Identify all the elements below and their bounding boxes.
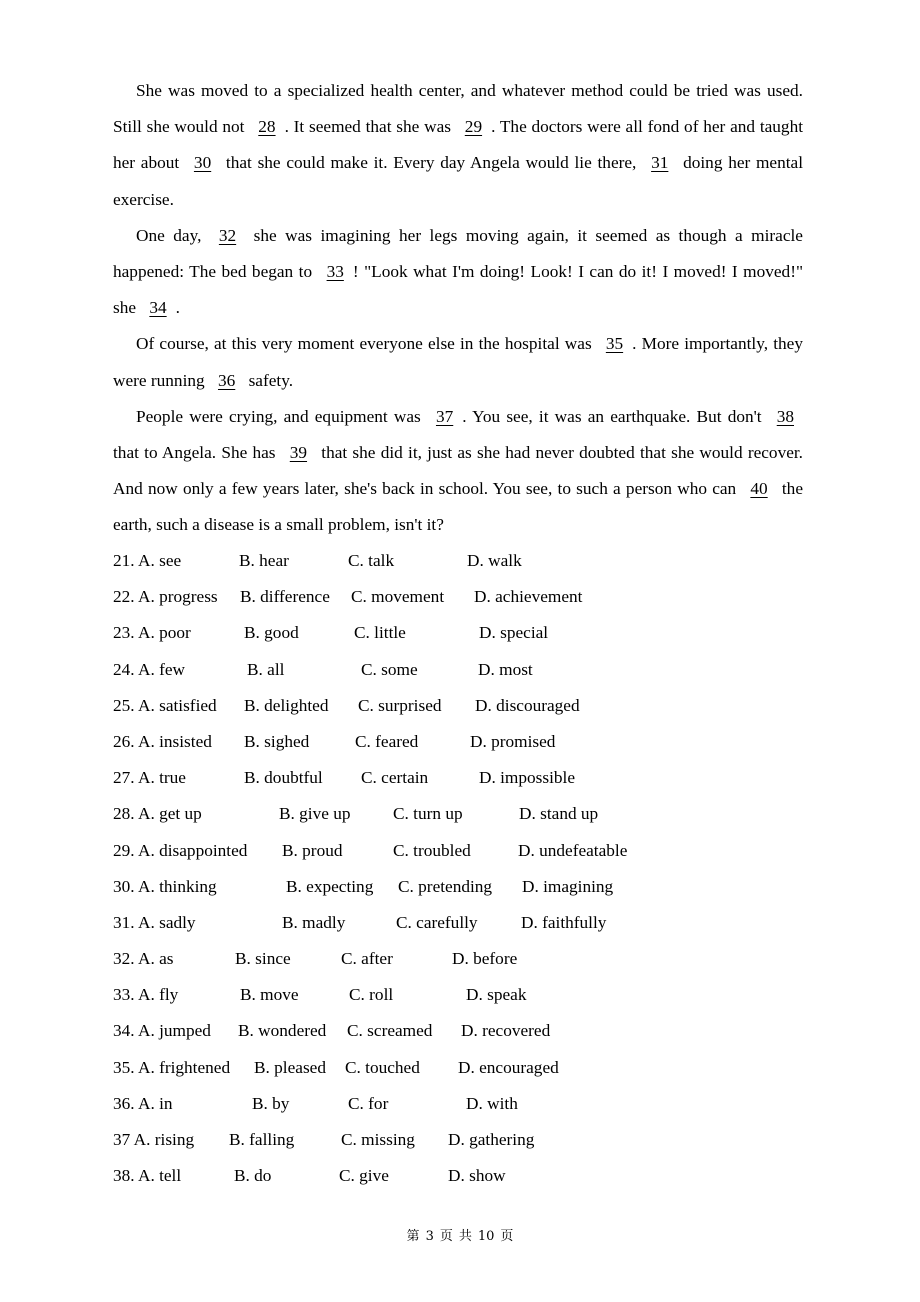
option-b: B. pleased (254, 1057, 326, 1077)
blank-32: 32 (218, 225, 237, 245)
option-b: B. difference (240, 587, 330, 607)
question-row (113, 1086, 803, 1122)
option-a: 28. A. get up (113, 804, 202, 824)
question-list (113, 543, 803, 1194)
text-span: . It seemed that she was (284, 117, 456, 137)
option-b: B. proud (282, 840, 343, 860)
blank-40: 40 (750, 479, 768, 499)
option-a: 23. A. poor (113, 623, 191, 643)
question-row (113, 760, 803, 796)
option-a: 27. A. true (113, 768, 186, 788)
text-span: People were crying, and equipment was (136, 406, 427, 426)
blank-33: 33 (326, 262, 344, 282)
blank-36: 36 (217, 370, 236, 390)
text-span: ! "Look what I'm doing! Look! I can do it! I moved! I moved!" she (113, 262, 803, 318)
text-span: she was imagining her legs moving again, it seemed as though a miracle happened: The bed began to (113, 225, 803, 282)
option-b: B. sighed (244, 731, 310, 751)
question-row (113, 724, 803, 760)
text-span: that she could make it. Every day Angela would lie there, (220, 153, 643, 173)
option-b: B. give up (279, 804, 351, 824)
text-span: that to Angela. She has (113, 443, 281, 463)
option-b: B. expecting (286, 876, 374, 896)
paragraph-3 (113, 326, 803, 398)
option-c: C. after (341, 949, 393, 969)
option-b: B. wondered (238, 1021, 327, 1041)
option-b: B. move (240, 985, 299, 1005)
text-span: . You see, it was an earthquake. But don't (462, 406, 768, 426)
option-a: 21. A. see (113, 551, 182, 570)
option-a: 38. A. tell (113, 1166, 182, 1186)
option-d: D. discouraged (475, 695, 580, 715)
option-d: D. faithfully (521, 912, 607, 932)
option-d: D. most (478, 659, 533, 679)
option-c: C. carefully (396, 912, 478, 932)
text-span: She was moved to a specialized health center, and whatever method could be tried was used. Still she would not (113, 81, 803, 137)
question-row (113, 869, 803, 905)
passage (113, 73, 803, 544)
option-d: D. impossible (479, 768, 576, 788)
option-a: 22. A. progress (113, 587, 218, 607)
option-c: C. some (361, 659, 418, 679)
text-span: . The doctors were all fond of her and taught her about (113, 117, 804, 173)
option-b: B. madly (282, 912, 346, 932)
option-b: B. hear (239, 551, 289, 570)
paragraph-1 (113, 73, 803, 218)
blank-34: 34 (149, 298, 167, 318)
option-d: D. walk (467, 551, 522, 570)
text-span: the earth, such a disease is a small problem, isn't it? (113, 479, 803, 535)
option-b: B. do (234, 1166, 272, 1186)
option-c: C. missing (341, 1130, 415, 1149)
option-a: 29. A. disappointed (113, 840, 248, 860)
blank-38: 38 (776, 406, 794, 426)
footer-di: 第 (406, 1229, 420, 1244)
question-row (113, 543, 803, 579)
option-b: B. since (235, 949, 291, 969)
option-c: C. touched (345, 1057, 420, 1077)
paragraph-4 (113, 399, 803, 544)
text-span: Of course, at this very moment everyone else in the hospital was (136, 334, 597, 354)
option-d: D. before (452, 949, 518, 969)
option-c: C. talk (348, 551, 395, 570)
question-row (113, 905, 803, 941)
option-c: C. for (348, 1093, 389, 1113)
option-a: 35. A. frightened (113, 1057, 231, 1077)
page-number: 3 (425, 1229, 434, 1244)
option-c: C. little (354, 623, 406, 643)
question-row (113, 1013, 803, 1049)
option-a: 34. A. jumped (113, 1021, 211, 1041)
option-b: B. falling (229, 1130, 295, 1149)
blank-29: 29 (464, 117, 483, 137)
option-c: C. feared (355, 731, 419, 751)
text-span: doing her mental exercise. (113, 153, 804, 209)
option-c: C. troubled (393, 840, 471, 860)
question-row (113, 615, 803, 651)
option-a: 24. A. few (113, 659, 185, 679)
option-d: D. gathering (448, 1130, 535, 1149)
blank-31: 31 (651, 153, 669, 173)
question-row (113, 977, 803, 1013)
option-d: D. recovered (461, 1021, 551, 1041)
blank-28: 28 (258, 117, 276, 137)
option-d: D. show (448, 1166, 506, 1186)
paragraph-2 (113, 218, 803, 327)
text-span: . More importantly, they were running (113, 334, 803, 390)
footer-ye: 页 (439, 1229, 453, 1244)
text-span: safety. (244, 370, 294, 390)
option-d: D. with (466, 1093, 518, 1113)
option-c: C. certain (361, 768, 429, 788)
option-d: D. stand up (519, 804, 599, 824)
question-row (113, 579, 803, 615)
blank-35: 35 (605, 334, 624, 354)
option-d: D. encouraged (458, 1057, 559, 1077)
option-d: D. imagining (522, 876, 614, 896)
page-footer (0, 1227, 920, 1247)
question-row (113, 688, 803, 724)
option-b: B. doubtful (244, 768, 323, 788)
blank-39: 39 (289, 443, 308, 463)
option-d: D. promised (470, 731, 556, 751)
question-row (113, 652, 803, 688)
question-row (113, 1122, 803, 1158)
option-c: C. give (339, 1166, 389, 1186)
option-d: D. special (479, 623, 549, 643)
question-row (113, 833, 803, 869)
option-a: 33. A. fly (113, 985, 179, 1005)
blank-30: 30 (193, 153, 212, 173)
total-pages: 10 (477, 1229, 495, 1244)
question-row (113, 941, 803, 977)
option-c: C. movement (351, 587, 445, 607)
option-c: C. roll (349, 985, 394, 1005)
option-c: C. turn up (393, 804, 463, 824)
question-row (113, 1050, 803, 1086)
option-b: B. all (247, 659, 285, 679)
text-span: One day, (136, 225, 210, 245)
option-a: 31. A. sadly (113, 912, 196, 932)
option-b: B. by (252, 1093, 290, 1113)
option-a: 30. A. thinking (113, 876, 217, 896)
option-d: D. achievement (474, 587, 583, 607)
option-b: B. delighted (244, 695, 329, 715)
question-row (113, 1158, 803, 1194)
option-b: B. good (244, 623, 299, 643)
option-a: 32. A. as (113, 949, 174, 969)
text-span: . (175, 298, 180, 318)
option-c: C. screamed (347, 1021, 433, 1041)
blank-37: 37 (435, 406, 454, 426)
text-span: that she did it, just as she had never doubted that she would recover. And now only a few years later, she's back in school. You see, to such a person who can (113, 443, 804, 499)
option-a: 25. A. satisfied (113, 695, 217, 715)
footer-gong: 共 (458, 1229, 472, 1244)
option-d: D. speak (466, 985, 527, 1005)
option-a: 36. A. in (113, 1093, 173, 1113)
option-c: C. pretending (398, 876, 493, 896)
footer-ye: 页 (500, 1229, 514, 1244)
option-a: 37 A. rising (113, 1130, 195, 1149)
option-a: 26. A. insisted (113, 731, 212, 751)
option-d: D. undefeatable (518, 840, 628, 860)
question-row (113, 796, 803, 832)
option-c: C. surprised (358, 695, 442, 715)
